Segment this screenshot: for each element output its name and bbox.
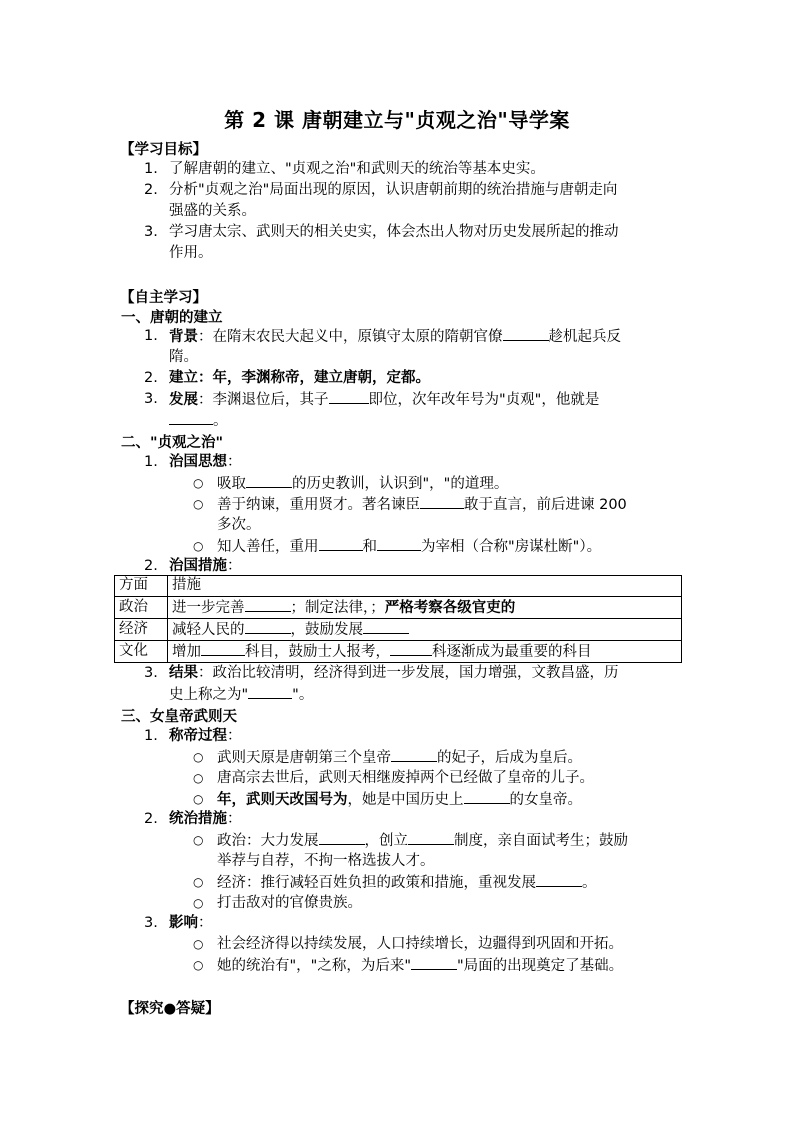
circle-bullet-icon: ○ [193,476,204,490]
fill-blank[interactable] [503,326,549,341]
fill-blank[interactable] [391,747,437,762]
table-cell: 经济 [115,618,168,640]
fill-blank[interactable] [363,619,409,634]
section2-title: 二、"贞观之治" [121,435,224,451]
fill-blank[interactable] [411,955,457,970]
fill-blank[interactable] [408,830,454,845]
circle-bullet-icon: ○ [193,497,204,511]
measures-table [114,575,682,663]
explore-heading: 【探究●答疑】 [120,1001,220,1017]
fill-blank[interactable] [319,830,365,845]
objectives-heading: 【学习目标】 [120,142,207,158]
document-page: 第 2 课 唐朝建立与"贞观之治"导学案 【学习目标】 1. 了解唐朝的建立、"贞观之治"和武则天的统治等基本史实。 2. 分析"贞观之治"局面出现的原因，认识唐朝前期的统治措施与唐朝走向 强盛的关系。 3. 学习唐太宗、武则天的相关史实，体会杰出人物对历史发展所起的推动 作用。 【自主学习】 一、唐朝的建立 1. 背景：在隋末农民大起义中，原镇守太原的隋朝官僚 趁机起兵反 隋。 2. 建立：年，李渊称帝，建立唐朝，定都。 3. 发展：李渊退位后，其子 即位，次年改年号为"贞观"，他就是 。 二、"贞观之治" 1. 治国思想： ○ 吸取 的历史教训，认识到"，"的道理。 ○ 善于纳谏，重用贤才。著名谏臣 敢于直言，前后进谏 200 多次。 ○ 知人善任，重用 和 为宰相（合称"房谋杜断"）。 2. 治国措施： 方面 措施 政治 进一步完善 ；制定法律，；严格考察各级官吏的 经济 减轻人民的 ，鼓励发展 文化 增加 科目，鼓励士人报考， 科逐渐成为最重要的科目 3. 结果：政治比较清明，经济得到进一步发展，国力增强，文教昌盛，历 史上称之为" "。 三、女皇帝武则天 1. 称帝过程： ○ 武则天原是唐朝第三个皇帝 的妃子，后成为皇后。 ○ 唐高宗去世后，武则天相继废掉两个已经做了皇帝的儿子。 ○ 年，武则天改国号为，她是中国历史上 的女皇帝。 2. 统治措施： ○ 政治：大力发展 ，创立 制度，亲自面试考生；鼓励 举荐与自荐，不拘一格选拔人才。 ○ 经济：推行减轻百姓负担的政策和措施，重视发展 。 ○ 打击敌对的官僚贵族。 3. 影响： ○ 社会经济得以持续发展，人口持续增长，边疆得到巩固和开拓。 ○ 她的统治有"，"之称，为后来" "局面的出现奠定了基础。 【探究●答疑】 [0,0,794,1123]
fill-blank[interactable] [464,789,510,804]
table-row [115,640,682,662]
table-cell: 政治 [115,596,168,618]
fill-blank[interactable] [245,597,291,612]
circle-bullet-icon: ○ [193,958,204,972]
circle-bullet-icon: ○ [193,875,204,889]
fill-blank[interactable] [319,536,363,551]
table-row [115,596,682,618]
table-cell: 增加 科目，鼓励士人报考， 科逐渐成为最重要的科目 [168,640,682,662]
table-cell: 进一步完善 ；制定法律，；严格考察各级官吏的 [168,596,682,618]
table-header-cell: 方面 [115,576,168,597]
fill-blank[interactable] [169,410,213,425]
circle-bullet-icon: ○ [193,771,204,785]
circle-bullet-icon: ○ [193,539,204,553]
table-header-cell: 措施 [168,576,682,597]
fill-blank[interactable] [377,536,421,551]
fill-blank[interactable] [536,872,582,887]
section3-title: 三、女皇帝武则天 [121,709,237,725]
circle-bullet-icon: ○ [193,833,204,847]
fill-blank[interactable] [420,494,464,509]
circle-bullet-icon: ○ [193,896,204,910]
table-cell: 文化 [115,640,168,662]
table-header-row [115,576,682,597]
circle-bullet-icon: ○ [193,792,204,806]
fill-blank[interactable] [245,619,291,634]
page-title: 第 2 课 唐朝建立与"贞观之治"导学案 [224,108,570,132]
fill-blank[interactable] [201,641,245,656]
circle-bullet-icon: ○ [193,750,204,764]
section1-title: 一、唐朝的建立 [121,310,223,326]
fill-blank[interactable] [246,473,292,488]
fill-blank[interactable] [248,684,292,699]
fill-blank[interactable] [390,641,432,656]
table-cell: 减轻人民的 ，鼓励发展 [168,618,682,640]
table-row [115,618,682,640]
circle-bullet-icon: ○ [193,937,204,951]
self-study-heading: 【自主学习】 [120,290,207,306]
fill-blank[interactable] [329,389,369,404]
